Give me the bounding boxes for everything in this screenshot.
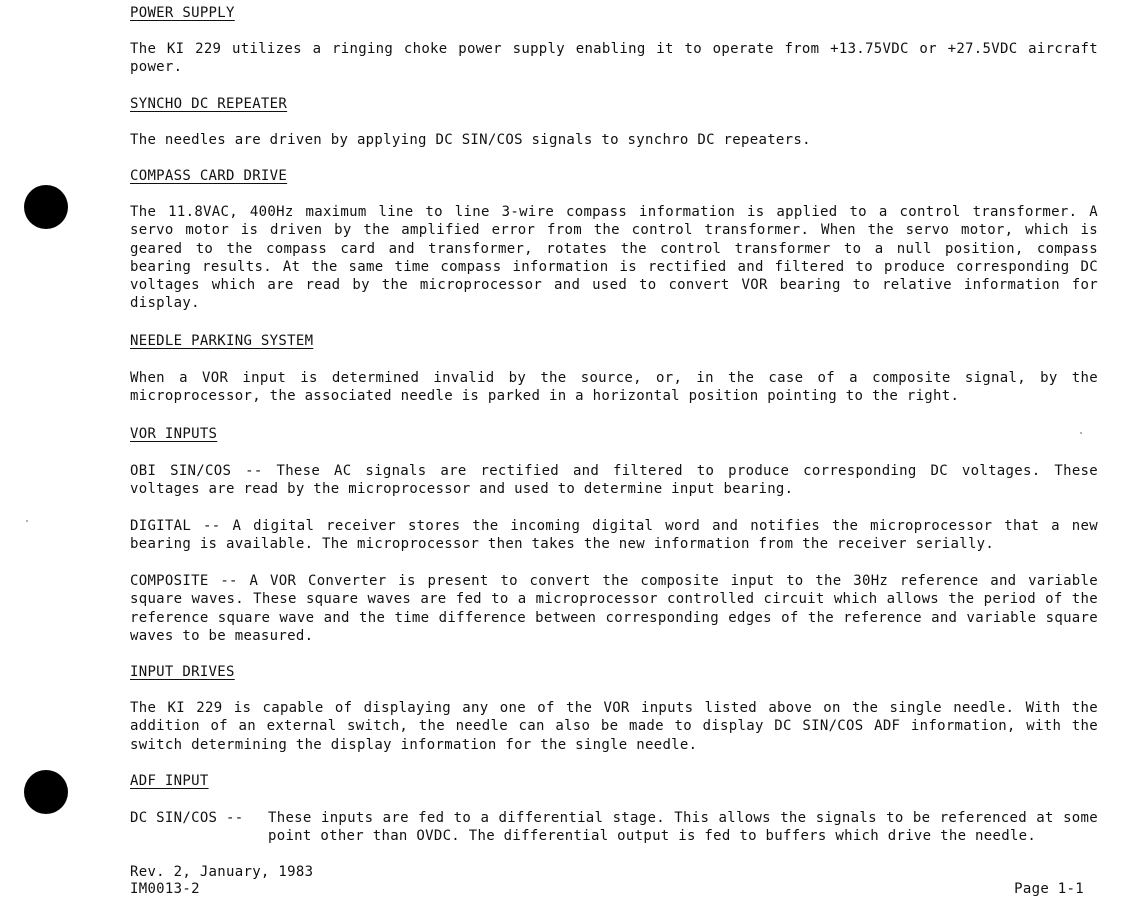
paragraph-power-supply: The KI 229 utilizes a ringing choke power supply enabling it to operate from +13.75VDC or +27.5VDC aircraft power.	[130, 41, 1098, 76]
footer-page-number: Page 1-1	[1014, 881, 1084, 897]
heading-vor-inputs: VOR INPUTS	[130, 426, 218, 442]
punch-hole-top	[24, 185, 68, 229]
scan-speck	[1080, 432, 1082, 434]
adf-input-label: DC SIN/COS --	[130, 810, 244, 826]
heading-synchro-dc-repeater: SYNCHO DC REPEATER	[130, 96, 288, 112]
footer-doc-number: IM0013-2	[130, 881, 200, 897]
paragraph-synchro-dc-repeater: The needles are driven by applying DC SIN/COS signals to synchro DC repeaters.	[130, 132, 811, 148]
paragraph-digital: DIGITAL -- A digital receiver stores the incoming digital word and notifies the microprocessor that a new bearing is available. The microprocessor then takes the new information from the receiver serially.	[130, 518, 1098, 553]
footer-revision: Rev. 2, January, 1983	[130, 864, 314, 880]
paragraph-input-drives: The KI 229 is capable of displaying any one of the VOR inputs listed above on the single needle. With the addition of an external switch, the needle can also be made to display DC SIN/COS ADF information, with the switch determining the display information for the single needle.	[130, 700, 1098, 753]
heading-needle-parking-system: NEEDLE PARKING SYSTEM	[130, 333, 314, 349]
punch-hole-bottom	[24, 770, 68, 814]
heading-input-drives: INPUT DRIVES	[130, 664, 235, 680]
paragraph-needle-parking-system: When a VOR input is determined invalid by the source, or, in the case of a composite signal, by the microprocessor, the associated needle is parked in a horizontal position pointing to the right.	[130, 370, 1098, 405]
paragraph-composite: COMPOSITE -- A VOR Converter is present to convert the composite input to the 30Hz reference and variable square waves. These square waves are fed to a microprocessor controlled circuit which allows the period of the reference square wave and the time difference between corresponding edges of the reference and variable square waves to be measured.	[130, 573, 1098, 644]
heading-power-supply: POWER SUPPLY	[130, 5, 235, 21]
paragraph-obi-sin-cos: OBI SIN/COS -- These AC signals are rectified and filtered to produce corresponding DC voltages. These voltages are read by the microprocessor and used to determine input bearing.	[130, 463, 1098, 498]
heading-adf-input: ADF INPUT	[130, 773, 209, 789]
paragraph-compass-card-drive: The 11.8VAC, 400Hz maximum line to line 3-wire compass information is applied to a control transformer. A servo motor is driven by the amplified error from the control transformer. When the servo motor, which is geared to the compass card and transformer, rotates the control transformer to a null position, compass bearing results. At the same time compass information is rectified and filtered to produce corresponding DC voltages which are read by the microprocessor and used to convert VOR bearing to relative information for display.	[130, 204, 1098, 312]
scan-speck	[26, 520, 28, 522]
paragraph-adf-input: These inputs are fed to a differential stage. This allows the signals to be referenced at some point other than OVDC. The differential output is fed to buffers which drive the needle.	[268, 810, 1098, 845]
heading-compass-card-drive: COMPASS CARD DRIVE	[130, 168, 288, 184]
